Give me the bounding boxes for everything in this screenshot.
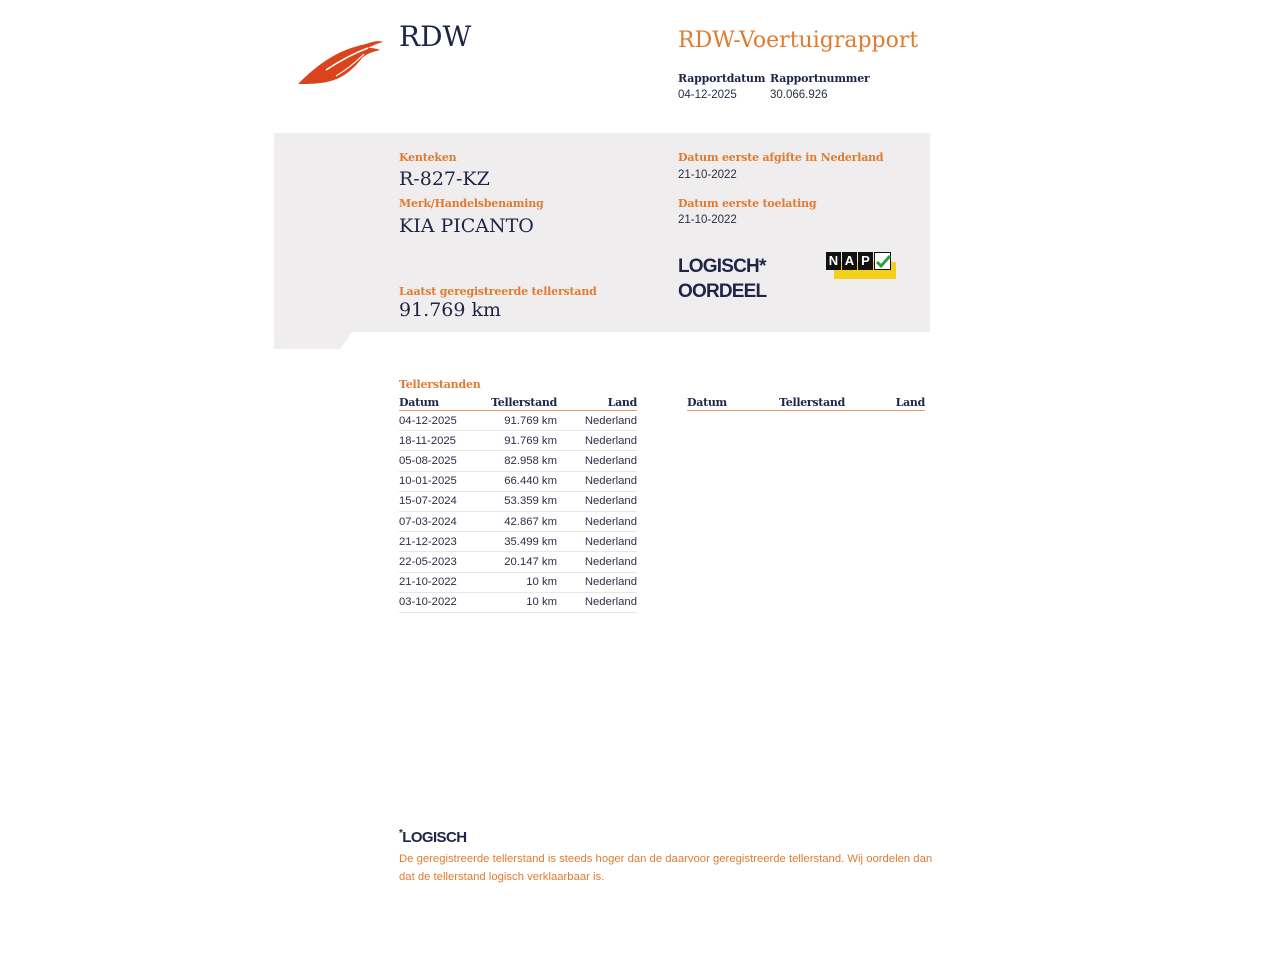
table-row bbox=[399, 411, 637, 431]
row-country: Nederland bbox=[557, 572, 637, 592]
column-header-odometer: Tellerstand bbox=[489, 395, 557, 411]
row-odometer: 42.867 km bbox=[489, 511, 557, 531]
nap-letter-a: A bbox=[842, 252, 857, 270]
column-header-country: Land bbox=[845, 395, 925, 411]
row-date: 21-12-2023 bbox=[399, 532, 489, 552]
report-number: 30.066.926 bbox=[770, 89, 828, 101]
row-country: Nederland bbox=[557, 532, 637, 552]
make-label: Merk/Handelsbenaming bbox=[399, 197, 544, 210]
last-odometer-label: Laatst geregistreerde tellerstand bbox=[399, 285, 597, 298]
table-row bbox=[399, 592, 637, 612]
verdict bbox=[678, 254, 766, 304]
table-row bbox=[399, 552, 637, 572]
plate-label: Kenteken bbox=[399, 151, 457, 164]
verdict-line2: OORDEEL bbox=[678, 281, 767, 302]
table-row bbox=[399, 511, 637, 531]
first-admission-value: 21-10-2022 bbox=[678, 214, 737, 226]
rdw-logo bbox=[296, 36, 386, 88]
footnote-marker: * bbox=[399, 828, 403, 839]
row-country: Nederland bbox=[557, 411, 637, 431]
first-admission-label: Datum eerste toelating bbox=[678, 197, 817, 210]
column-header-country: Land bbox=[557, 395, 637, 411]
footnote-title bbox=[399, 828, 466, 846]
odometer-section-title: Tellerstanden bbox=[399, 378, 481, 391]
row-date: 21-10-2022 bbox=[399, 572, 489, 592]
first-nl-value: 21-10-2022 bbox=[678, 169, 737, 181]
vehicle-panel-tab-slope bbox=[340, 332, 352, 349]
make-value: KIA PICANTO bbox=[399, 215, 534, 237]
odometer-table-left bbox=[399, 395, 637, 613]
table-row bbox=[399, 471, 637, 491]
row-date: 18-11-2025 bbox=[399, 431, 489, 451]
row-country: Nederland bbox=[557, 592, 637, 612]
footnote-title-text: LOGISCH bbox=[402, 829, 467, 846]
nap-letter-n: N bbox=[826, 252, 841, 270]
row-odometer: 91.769 km bbox=[489, 411, 557, 431]
vehicle-panel-tab bbox=[274, 332, 340, 349]
row-odometer: 91.769 km bbox=[489, 431, 557, 451]
table-row bbox=[399, 431, 637, 451]
row-odometer: 82.958 km bbox=[489, 451, 557, 471]
row-country: Nederland bbox=[557, 451, 637, 471]
row-odometer: 20.147 km bbox=[489, 552, 557, 572]
checkmark-icon bbox=[874, 252, 891, 270]
row-date: 07-03-2024 bbox=[399, 511, 489, 531]
column-header-date: Datum bbox=[687, 395, 777, 411]
column-header-date: Datum bbox=[399, 395, 489, 411]
row-odometer: 10 km bbox=[489, 572, 557, 592]
report-date: 04-12-2025 bbox=[678, 89, 737, 101]
row-date: 10-01-2025 bbox=[399, 471, 489, 491]
row-odometer: 35.499 km bbox=[489, 532, 557, 552]
row-country: Nederland bbox=[557, 431, 637, 451]
report-title: RDW-Voertuigrapport bbox=[678, 28, 919, 53]
row-date: 03-10-2022 bbox=[399, 592, 489, 612]
last-odometer-value: 91.769 km bbox=[399, 299, 502, 321]
nap-letter-p: P bbox=[858, 252, 873, 270]
footnote-text: De geregistreerde tellerstand is steeds hoger dan de daarvoor geregistreerde tellerstand. Wij oordelen dan dat de tellerstand logisch verklaarbaar is. bbox=[399, 853, 933, 883]
row-odometer: 53.359 km bbox=[489, 491, 557, 511]
report-date-label: Rapportdatum bbox=[678, 72, 766, 85]
brand-name: RDW bbox=[399, 20, 472, 53]
table-row bbox=[399, 532, 637, 552]
row-date: 22-05-2023 bbox=[399, 552, 489, 572]
table-row bbox=[399, 451, 637, 471]
odometer-table-right bbox=[687, 395, 925, 411]
row-date: 05-08-2025 bbox=[399, 451, 489, 471]
verdict-line1: LOGISCH* bbox=[678, 256, 766, 277]
row-date: 15-07-2024 bbox=[399, 491, 489, 511]
plate-value: R-827-KZ bbox=[399, 168, 490, 190]
row-country: Nederland bbox=[557, 471, 637, 491]
row-country: Nederland bbox=[557, 511, 637, 531]
row-country: Nederland bbox=[557, 552, 637, 572]
report-number-label: Rapportnummer bbox=[770, 72, 870, 85]
table-row bbox=[399, 491, 637, 511]
first-nl-label: Datum eerste afgifte in Nederland bbox=[678, 151, 884, 164]
row-country: Nederland bbox=[557, 491, 637, 511]
column-header-odometer: Tellerstand bbox=[777, 395, 845, 411]
row-date: 04-12-2025 bbox=[399, 411, 489, 431]
table-row bbox=[399, 572, 637, 592]
nap-badge bbox=[826, 252, 896, 280]
row-odometer: 66.440 km bbox=[489, 471, 557, 491]
row-odometer: 10 km bbox=[489, 592, 557, 612]
